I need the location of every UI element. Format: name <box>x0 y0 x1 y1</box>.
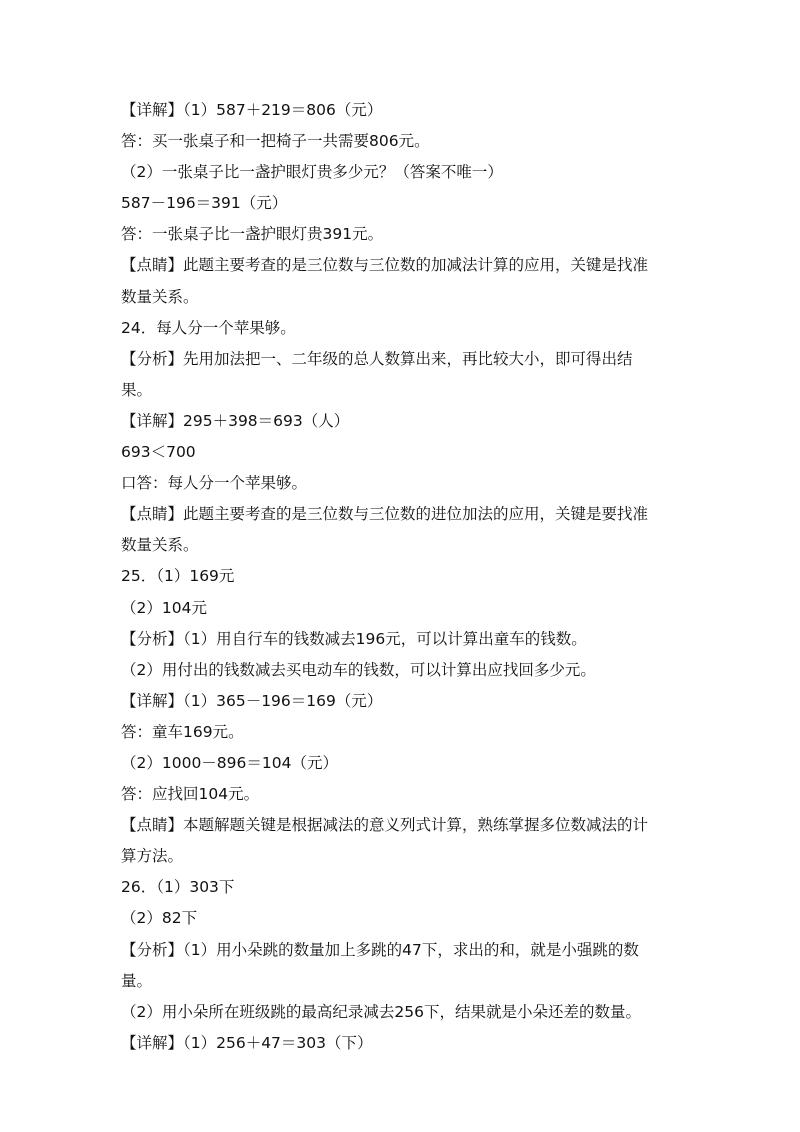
text-line: 693＜700 <box>121 443 196 462</box>
text-line: 【分析】（1）用自行车的钱数减去196元，可以计算出童车的钱数。 <box>121 629 587 648</box>
text-line: （2）用付出的钱数减去买电动车的钱数，可以计算出应找回多少元。 <box>121 660 596 679</box>
text-line: 数量关系。 <box>121 287 199 306</box>
question-heading: 25．（1）169元 <box>121 567 235 586</box>
question-heading: 26．（1）303下 <box>121 878 235 897</box>
text-line: 答：买一张桌子和一把椅子一共需要806元。 <box>121 132 430 151</box>
text-line: 【点睛】此题主要考查的是三位数与三位数的进位加法的应用，关键是要找准 <box>121 505 649 524</box>
document-body <box>121 95 681 1059</box>
text-line: 果。 <box>121 380 153 399</box>
text-line: 【分析】先用加法把一、二年级的总人数算出来，再比较大小，即可得出结 <box>121 349 633 368</box>
question-heading: 24．每人分一个苹果够。 <box>121 318 296 337</box>
text-line: （2）一张桌子比一盏护眼灯贵多少元？（答案不唯一） <box>121 163 503 182</box>
text-line: 【分析】（1）用小朵跳的数量加上多跳的47下，求出的和，就是小强跳的数 <box>121 940 639 959</box>
text-line: 【点睛】此题主要考查的是三位数与三位数的加减法计算的应用，关键是找准 <box>121 256 649 275</box>
text-line: 587－196＝391（元） <box>121 194 288 213</box>
text-line: （2）104元 <box>121 598 207 617</box>
text-line: （2）1000－896＝104（元） <box>121 753 338 772</box>
text-line: 算方法。 <box>121 847 184 866</box>
text-line: 口答：每人分一个苹果够。 <box>121 474 308 493</box>
text-line: （2）用小朵所在班级跳的最高纪录减去256下，结果就是小朵还差的数量。 <box>121 1002 641 1021</box>
text-line: 【详解】295＋398＝693（人） <box>121 411 350 430</box>
text-line: 【详解】（1）587＋219＝806（元） <box>121 101 383 119</box>
text-line: 答：童车169元。 <box>121 722 244 741</box>
text-line: 【详解】（1）365－196＝169（元） <box>121 691 383 710</box>
text-line: （2）82下 <box>121 909 198 928</box>
text-line: 答：一张桌子比一盏护眼灯贵391元。 <box>121 225 384 244</box>
text-line: 【详解】（1）256＋47＝303（下） <box>121 1033 373 1052</box>
text-line: 【点睛】本题解题关键是根据减法的意义列式计算，熟练掌握多位数减法的计 <box>121 816 649 835</box>
text-line: 数量关系。 <box>121 536 199 555</box>
text-line: 量。 <box>121 971 153 990</box>
text-line: 答：应找回104元。 <box>121 785 260 804</box>
